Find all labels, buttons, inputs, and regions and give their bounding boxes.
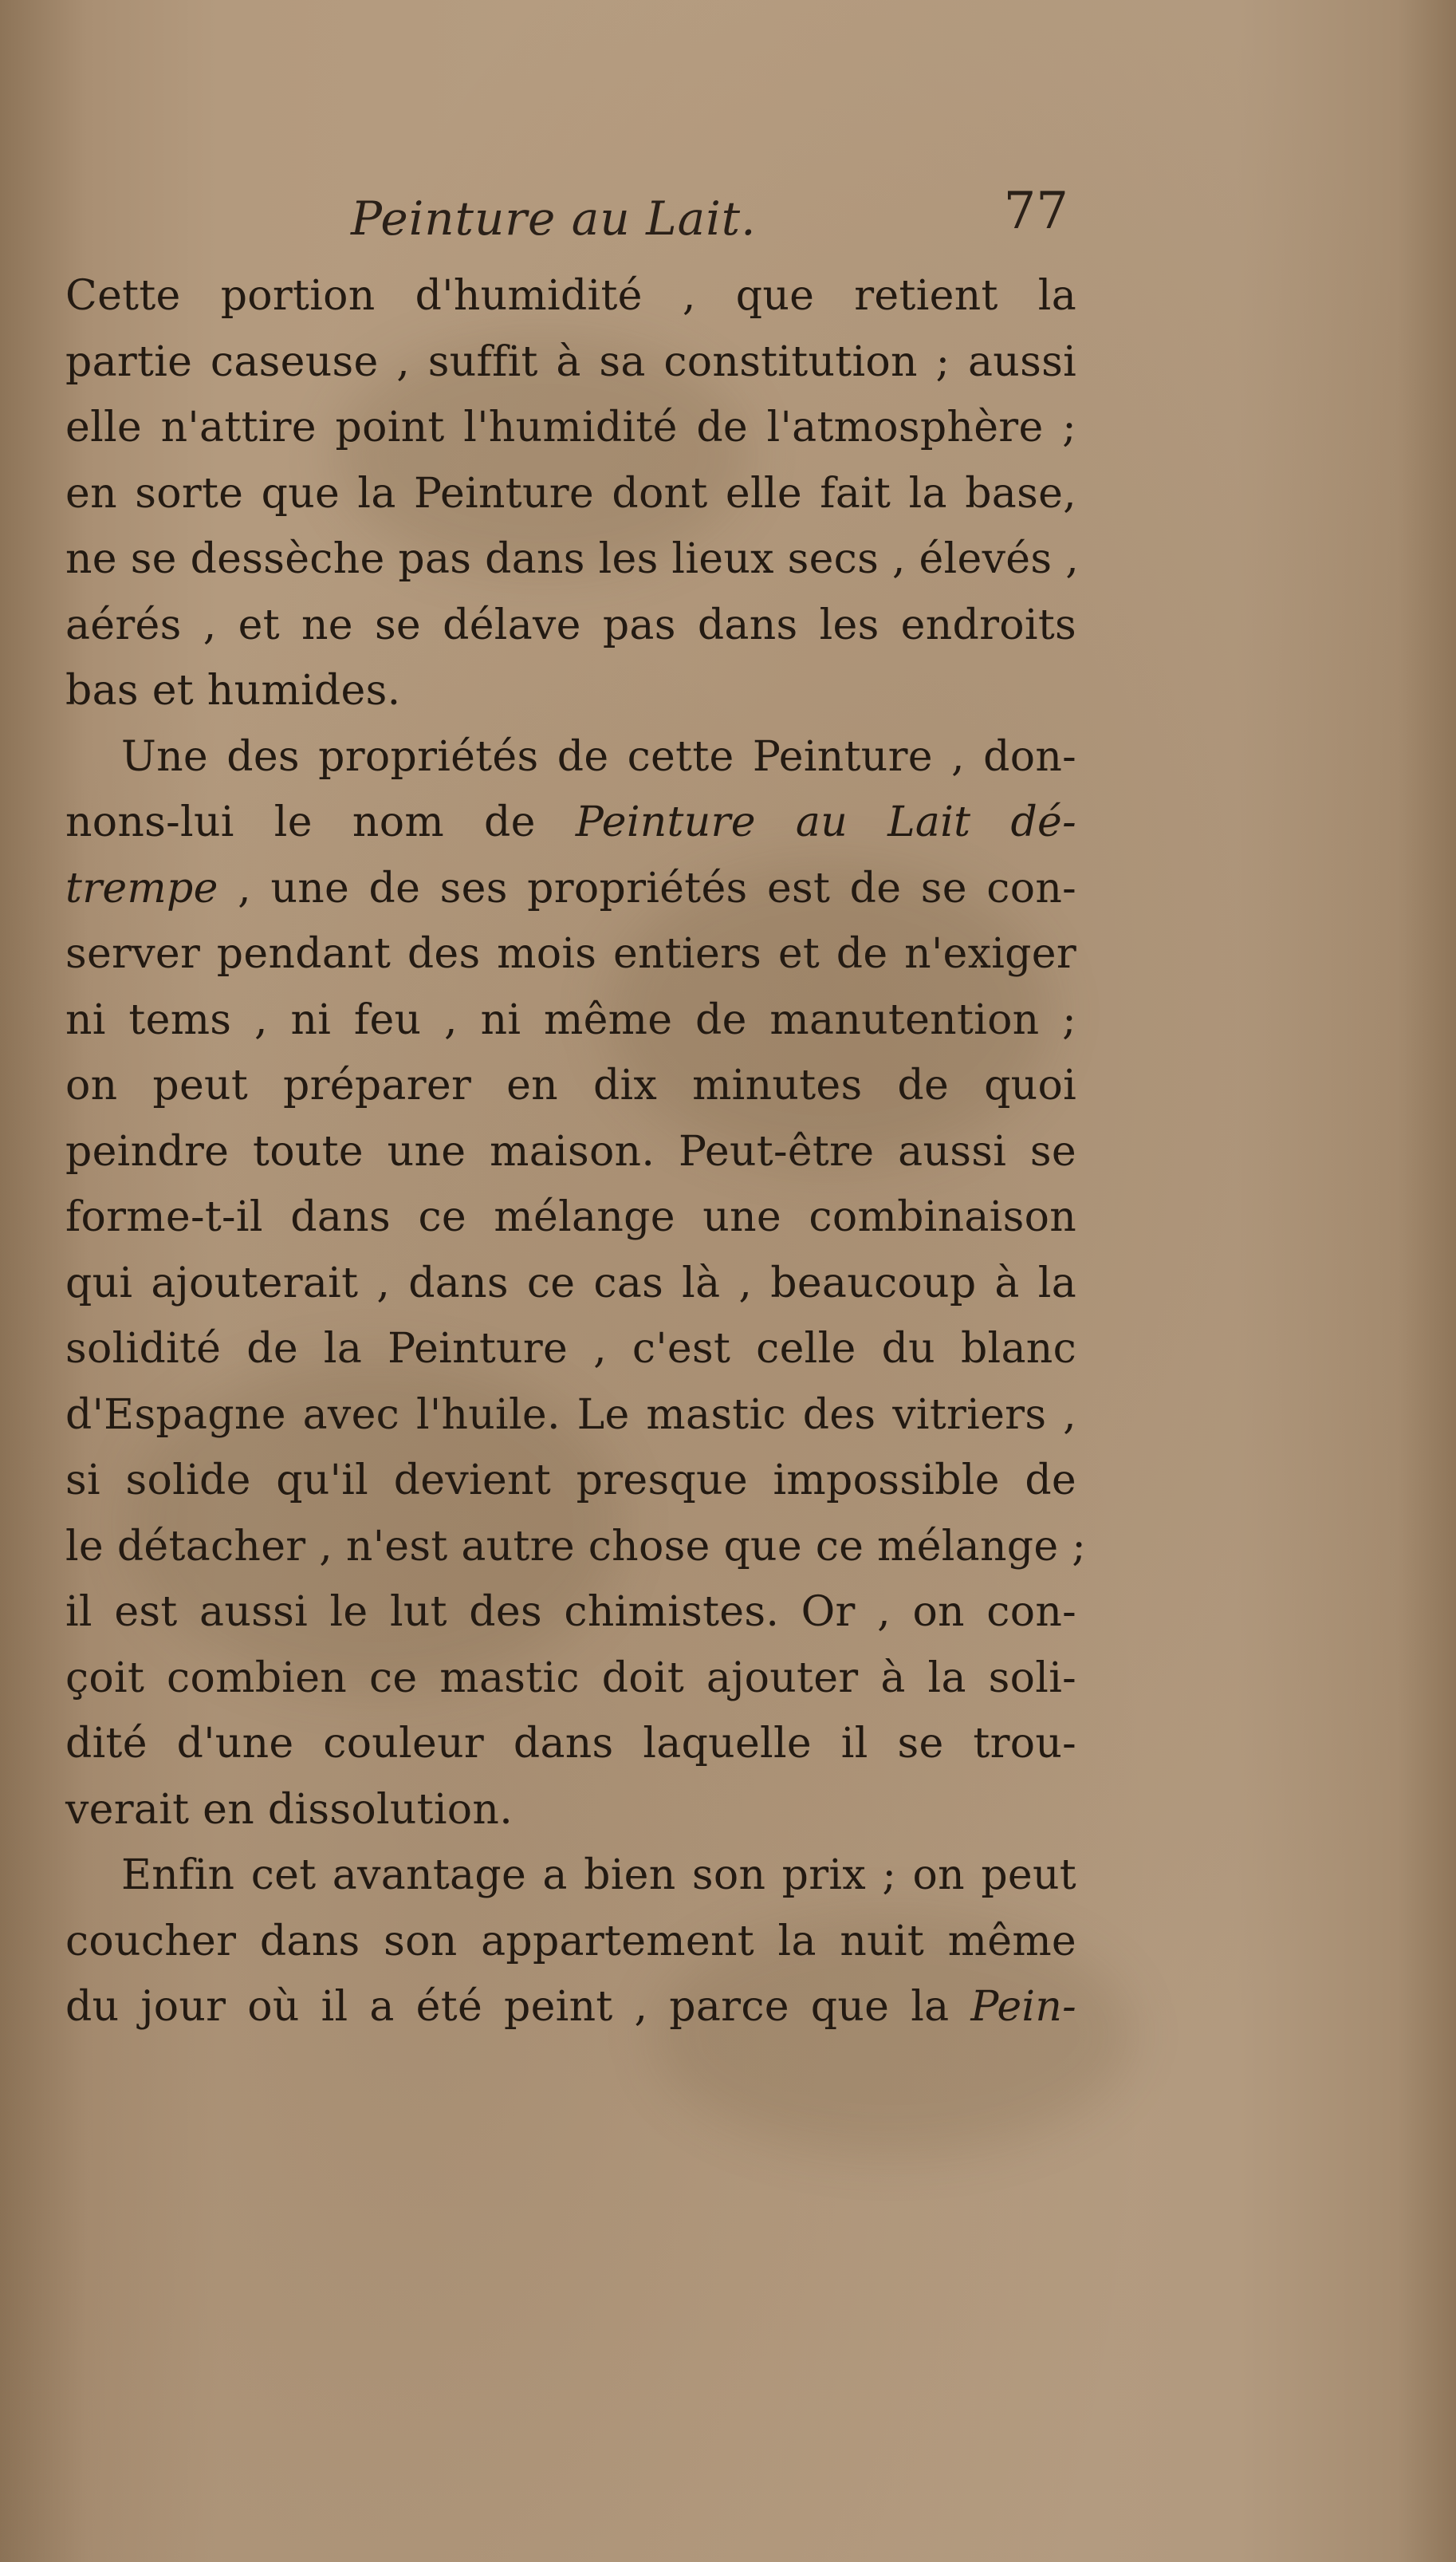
text-line: elle n'attire point l'humidité de l'atmosphère ; xyxy=(65,404,1076,451)
text-line: nons-lui le nom de Peinture au Lait dé- xyxy=(65,798,1076,846)
text-line: Enfin cet avantage a bien son prix ; on peut xyxy=(121,1851,1076,1899)
text-line: ni tems , ni feu , ni même de manutention ; xyxy=(65,995,1076,1044)
page-header xyxy=(351,182,1068,262)
text-line: qui ajouterait , dans ce cas là , beaucoup à la xyxy=(65,1259,1076,1307)
text-line: aérés , et ne se délave pas dans les endroits xyxy=(65,601,1076,649)
text-line: si solide qu'il devient presque impossible de xyxy=(65,1456,1076,1504)
text-line: il est aussi le lut des chimistes. Or , on con- xyxy=(65,1588,1076,1636)
text-line: partie caseuse , suffit à sa constitution ; aussi xyxy=(65,337,1076,386)
text-line: peindre toute une maison. Peut-être aussi se xyxy=(65,1127,1076,1176)
text-line: verait en dissolution. xyxy=(65,1785,514,1834)
text-line: forme-t-il dans ce mélange une combinaison xyxy=(65,1193,1076,1241)
page-number: 77 xyxy=(1003,182,1068,241)
text-line: coucher dans son appartement la nuit même xyxy=(65,1917,1076,1965)
text-line: le détacher , n'est autre chose que ce mélange ; xyxy=(65,1522,1087,1571)
body-text xyxy=(65,263,1087,2040)
text-line: bas et humides. xyxy=(65,667,401,715)
italic-term: Peinture au Lait dé- xyxy=(575,798,1076,846)
text-line: d'Espagne avec l'huile. Le mastic des vitriers , xyxy=(65,1390,1076,1439)
text-line: solidité de la Peinture , c'est celle du blanc xyxy=(65,1325,1076,1373)
italic-term: Pein- xyxy=(970,1983,1076,2031)
text-line: trempe , une de ses propriétés est de se con- xyxy=(65,864,1076,912)
text-line: en sorte que la Peinture dont elle fait la base, xyxy=(65,469,1076,518)
italic-term: trempe xyxy=(65,864,218,912)
text-line: du jour où il a été peint , parce que la Pein- xyxy=(65,1983,1076,2031)
text-line: Cette portion d'humidité , que retient la xyxy=(65,272,1076,320)
text-line: server pendant des mois entiers et de n'exiger xyxy=(65,930,1076,978)
text-line: Une des propriétés de cette Peinture , don- xyxy=(121,732,1076,781)
text-line: çoit combien ce mastic doit ajouter à la soli- xyxy=(65,1653,1076,1702)
text-line: ne se dessèche pas dans les lieux secs , élevés , xyxy=(65,535,1080,583)
running-head: Peinture au Lait. xyxy=(351,191,757,246)
text-line: on peut préparer en dix minutes de quoi xyxy=(65,1062,1076,1110)
text-line: dité d'une couleur dans laquelle il se trou- xyxy=(65,1720,1076,1768)
